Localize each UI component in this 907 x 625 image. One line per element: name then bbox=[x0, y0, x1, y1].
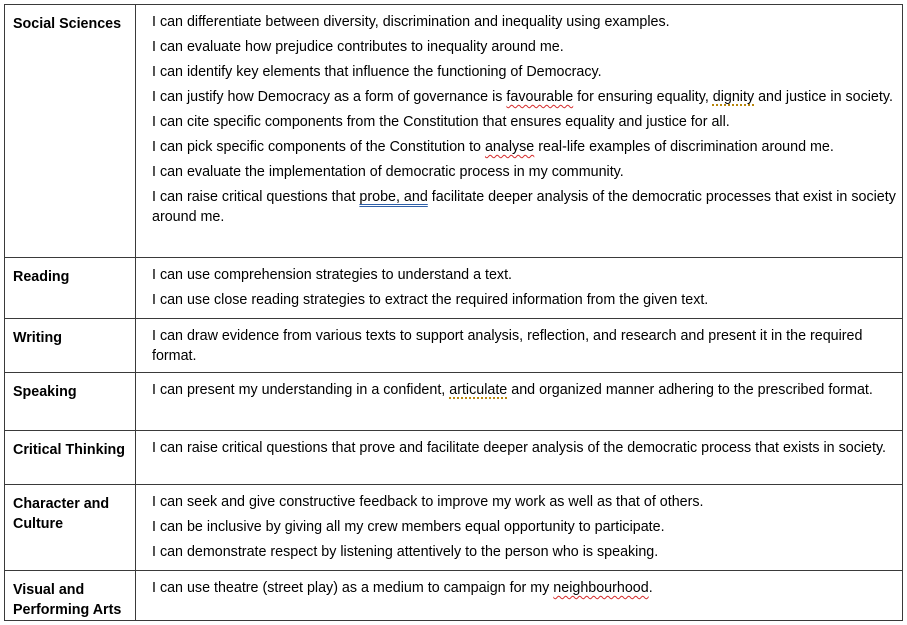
category-cell: Critical Thinking bbox=[5, 431, 136, 485]
grammar-squiggle: articulate bbox=[449, 382, 508, 398]
learning-outcomes-table bbox=[4, 4, 903, 621]
table-row bbox=[5, 431, 903, 485]
outcome-item: I can differentiate between diversity, discrimination and inequality using examples. bbox=[152, 14, 670, 30]
table-row bbox=[5, 485, 903, 571]
table-row bbox=[5, 571, 903, 621]
grammar-squiggle: probe, and bbox=[359, 189, 428, 205]
outcome-item: I can seek and give constructive feedback to improve my work as well as that of others. bbox=[152, 494, 704, 510]
outcomes-cell bbox=[136, 258, 903, 319]
outcomes-cell bbox=[136, 571, 903, 621]
table-row bbox=[5, 258, 903, 319]
outcome-item: I can justify how Democracy as a form of governance is favourable for ensuring equality, dignity and justice in society. bbox=[152, 89, 893, 105]
outcome-item: I can draw evidence from various texts to support analysis, reflection, and research and present it in the required format. bbox=[152, 328, 863, 364]
outcomes-cell bbox=[136, 485, 903, 571]
outcome-item: I can evaluate how prejudice contributes to inequality around me. bbox=[152, 39, 564, 55]
outcome-item: I can present my understanding in a confident, articulate and organized manner adhering to the prescribed format. bbox=[152, 382, 873, 398]
spelling-squiggle: favourable bbox=[506, 89, 574, 105]
category-cell: Reading bbox=[5, 258, 136, 319]
outcome-item: I can raise critical questions that prove and facilitate deeper analysis of the democratic process that exists in society. bbox=[152, 440, 887, 456]
outcome-item: I can use close reading strategies to extract the required information from the given text. bbox=[152, 292, 709, 308]
category-cell: Speaking bbox=[5, 373, 136, 431]
outcome-item: I can identify key elements that influence the functioning of Democracy. bbox=[152, 64, 602, 80]
spelling-squiggle: neighbourhood bbox=[553, 580, 649, 596]
category-cell: Writing bbox=[5, 319, 136, 373]
grammar-squiggle: dignity bbox=[712, 89, 755, 105]
outcome-item: I can demonstrate respect by listening attentively to the person who is speaking. bbox=[152, 544, 659, 560]
outcome-item: I can pick specific components of the Constitution to analyse real-life examples of discrimination around me. bbox=[152, 139, 834, 155]
outcome-item: I can evaluate the implementation of democratic process in my community. bbox=[152, 164, 624, 180]
table-row bbox=[5, 5, 903, 258]
outcome-item: I can use comprehension strategies to understand a text. bbox=[152, 267, 513, 283]
category-cell: Visual and Performing Arts bbox=[5, 571, 136, 621]
outcomes-cell bbox=[136, 373, 903, 431]
outcome-item: I can use theatre (street play) as a medium to campaign for my neighbourhood. bbox=[152, 580, 653, 596]
outcomes-cell bbox=[136, 319, 903, 373]
outcome-item: I can raise critical questions that probe, and facilitate deeper analysis of the democratic processes that exist in society around me. bbox=[152, 189, 896, 225]
outcomes-cell bbox=[136, 5, 903, 258]
table-row bbox=[5, 319, 903, 373]
spelling-squiggle: analyse bbox=[484, 139, 535, 155]
category-cell: Character and Culture bbox=[5, 485, 136, 571]
outcomes-cell bbox=[136, 431, 903, 485]
outcome-item: I can be inclusive by giving all my crew members equal opportunity to participate. bbox=[152, 519, 665, 535]
outcome-item: I can cite specific components from the Constitution that ensures equality and justice for all. bbox=[152, 114, 730, 130]
category-cell: Social Sciences bbox=[5, 5, 136, 258]
table-row bbox=[5, 373, 903, 431]
